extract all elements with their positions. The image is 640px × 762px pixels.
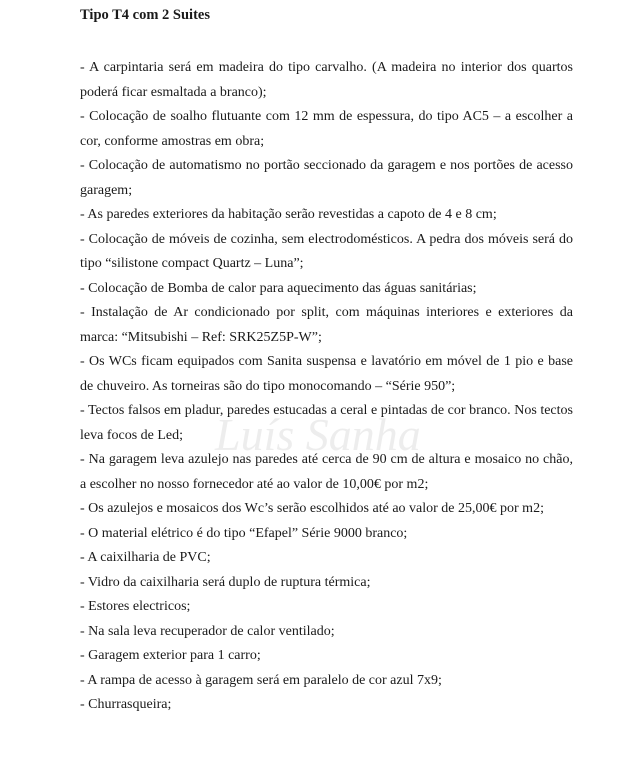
spec-item-ceilings: - Tectos falsos em pladur, paredes estucadas a ceral e pintadas de cor branco. Nos tectos leva focos de Led; bbox=[80, 403, 573, 443]
spec-item-glazing: - Vidro da caixilharia será duplo de ruptura térmica; bbox=[80, 574, 371, 590]
spec-item-fireplace: - Na sala leva recuperador de calor ventilado; bbox=[80, 623, 335, 639]
spec-item-exterior-walls: - As paredes exteriores da habitação serão revestidas a capoto de 4 e 8 cm; bbox=[80, 207, 497, 222]
spec-item-exterior-garage: - Garagem exterior para 1 carro; bbox=[80, 648, 261, 663]
spec-item-garage-ramp: - A rampa de acesso à garagem será em paralelo de cor azul 7x9; bbox=[80, 672, 442, 688]
spec-item-barbecue: - Churrasqueira; bbox=[80, 697, 172, 712]
spec-item-garage-automation: - Colocação de automatismo no portão seccionado da garagem e nos portões de acesso garagem; bbox=[80, 158, 573, 198]
spec-item-window-frames: - A caixilharia de PVC; bbox=[80, 550, 211, 565]
svg-text:Luís Sanha: Luís Sanha bbox=[215, 409, 421, 460]
spec-item-carpentry: - A carpintaria será em madeira do tipo carvalho. (A madeira no interior dos quartos poderá ficar esmaltada a branco); bbox=[80, 60, 573, 100]
spec-item-bathrooms: - Os WCs ficam equipados com Sanita suspensa e lavatório em móvel de 1 pio e base de chuveiro. As torneiras são do tipo monocomando – “Série 950”; bbox=[80, 354, 573, 394]
spec-item-kitchen: - Colocação de móveis de cozinha, sem electrodomésticos. A pedra dos móveis será do tipo “silistone compact Quartz – Luna”; bbox=[80, 231, 573, 271]
document-title: Tipo T4 com 2 Suites bbox=[80, 7, 210, 23]
spec-item-electrical: - O material elétrico é do tipo “Efapel” Série 9000 branco; bbox=[80, 525, 408, 541]
spec-item-air-conditioning: - Instalação de Ar condicionado por split, com máquinas interiores e exteriores da marca: “Mitsubishi – Ref: SRK25Z5P-W”; bbox=[80, 305, 573, 345]
spec-item-garage-tiles: - Na garagem leva azulejo nas paredes até cerca de 90 cm de altura e mosaico no chão, a escolher no nosso fornecedor até ao valor de 10,00€ por m2; bbox=[80, 452, 573, 492]
spec-item-blinds: - Estores electricos; bbox=[80, 599, 191, 614]
spec-item-flooring: - Colocação de soalho flutuante com 12 mm de espessura, do tipo AC5 – a escolher a cor, conforme amostras em obra; bbox=[80, 109, 573, 149]
spec-item-bathroom-tiles: - Os azulejos e mosaicos dos Wc’s serão escolhidos até ao valor de 25,00€ por m2; bbox=[80, 501, 544, 516]
spec-item-heat-pump: - Colocação de Bomba de calor para aquecimento das águas sanitárias; bbox=[80, 280, 477, 296]
specification-list bbox=[80, 56, 573, 718]
